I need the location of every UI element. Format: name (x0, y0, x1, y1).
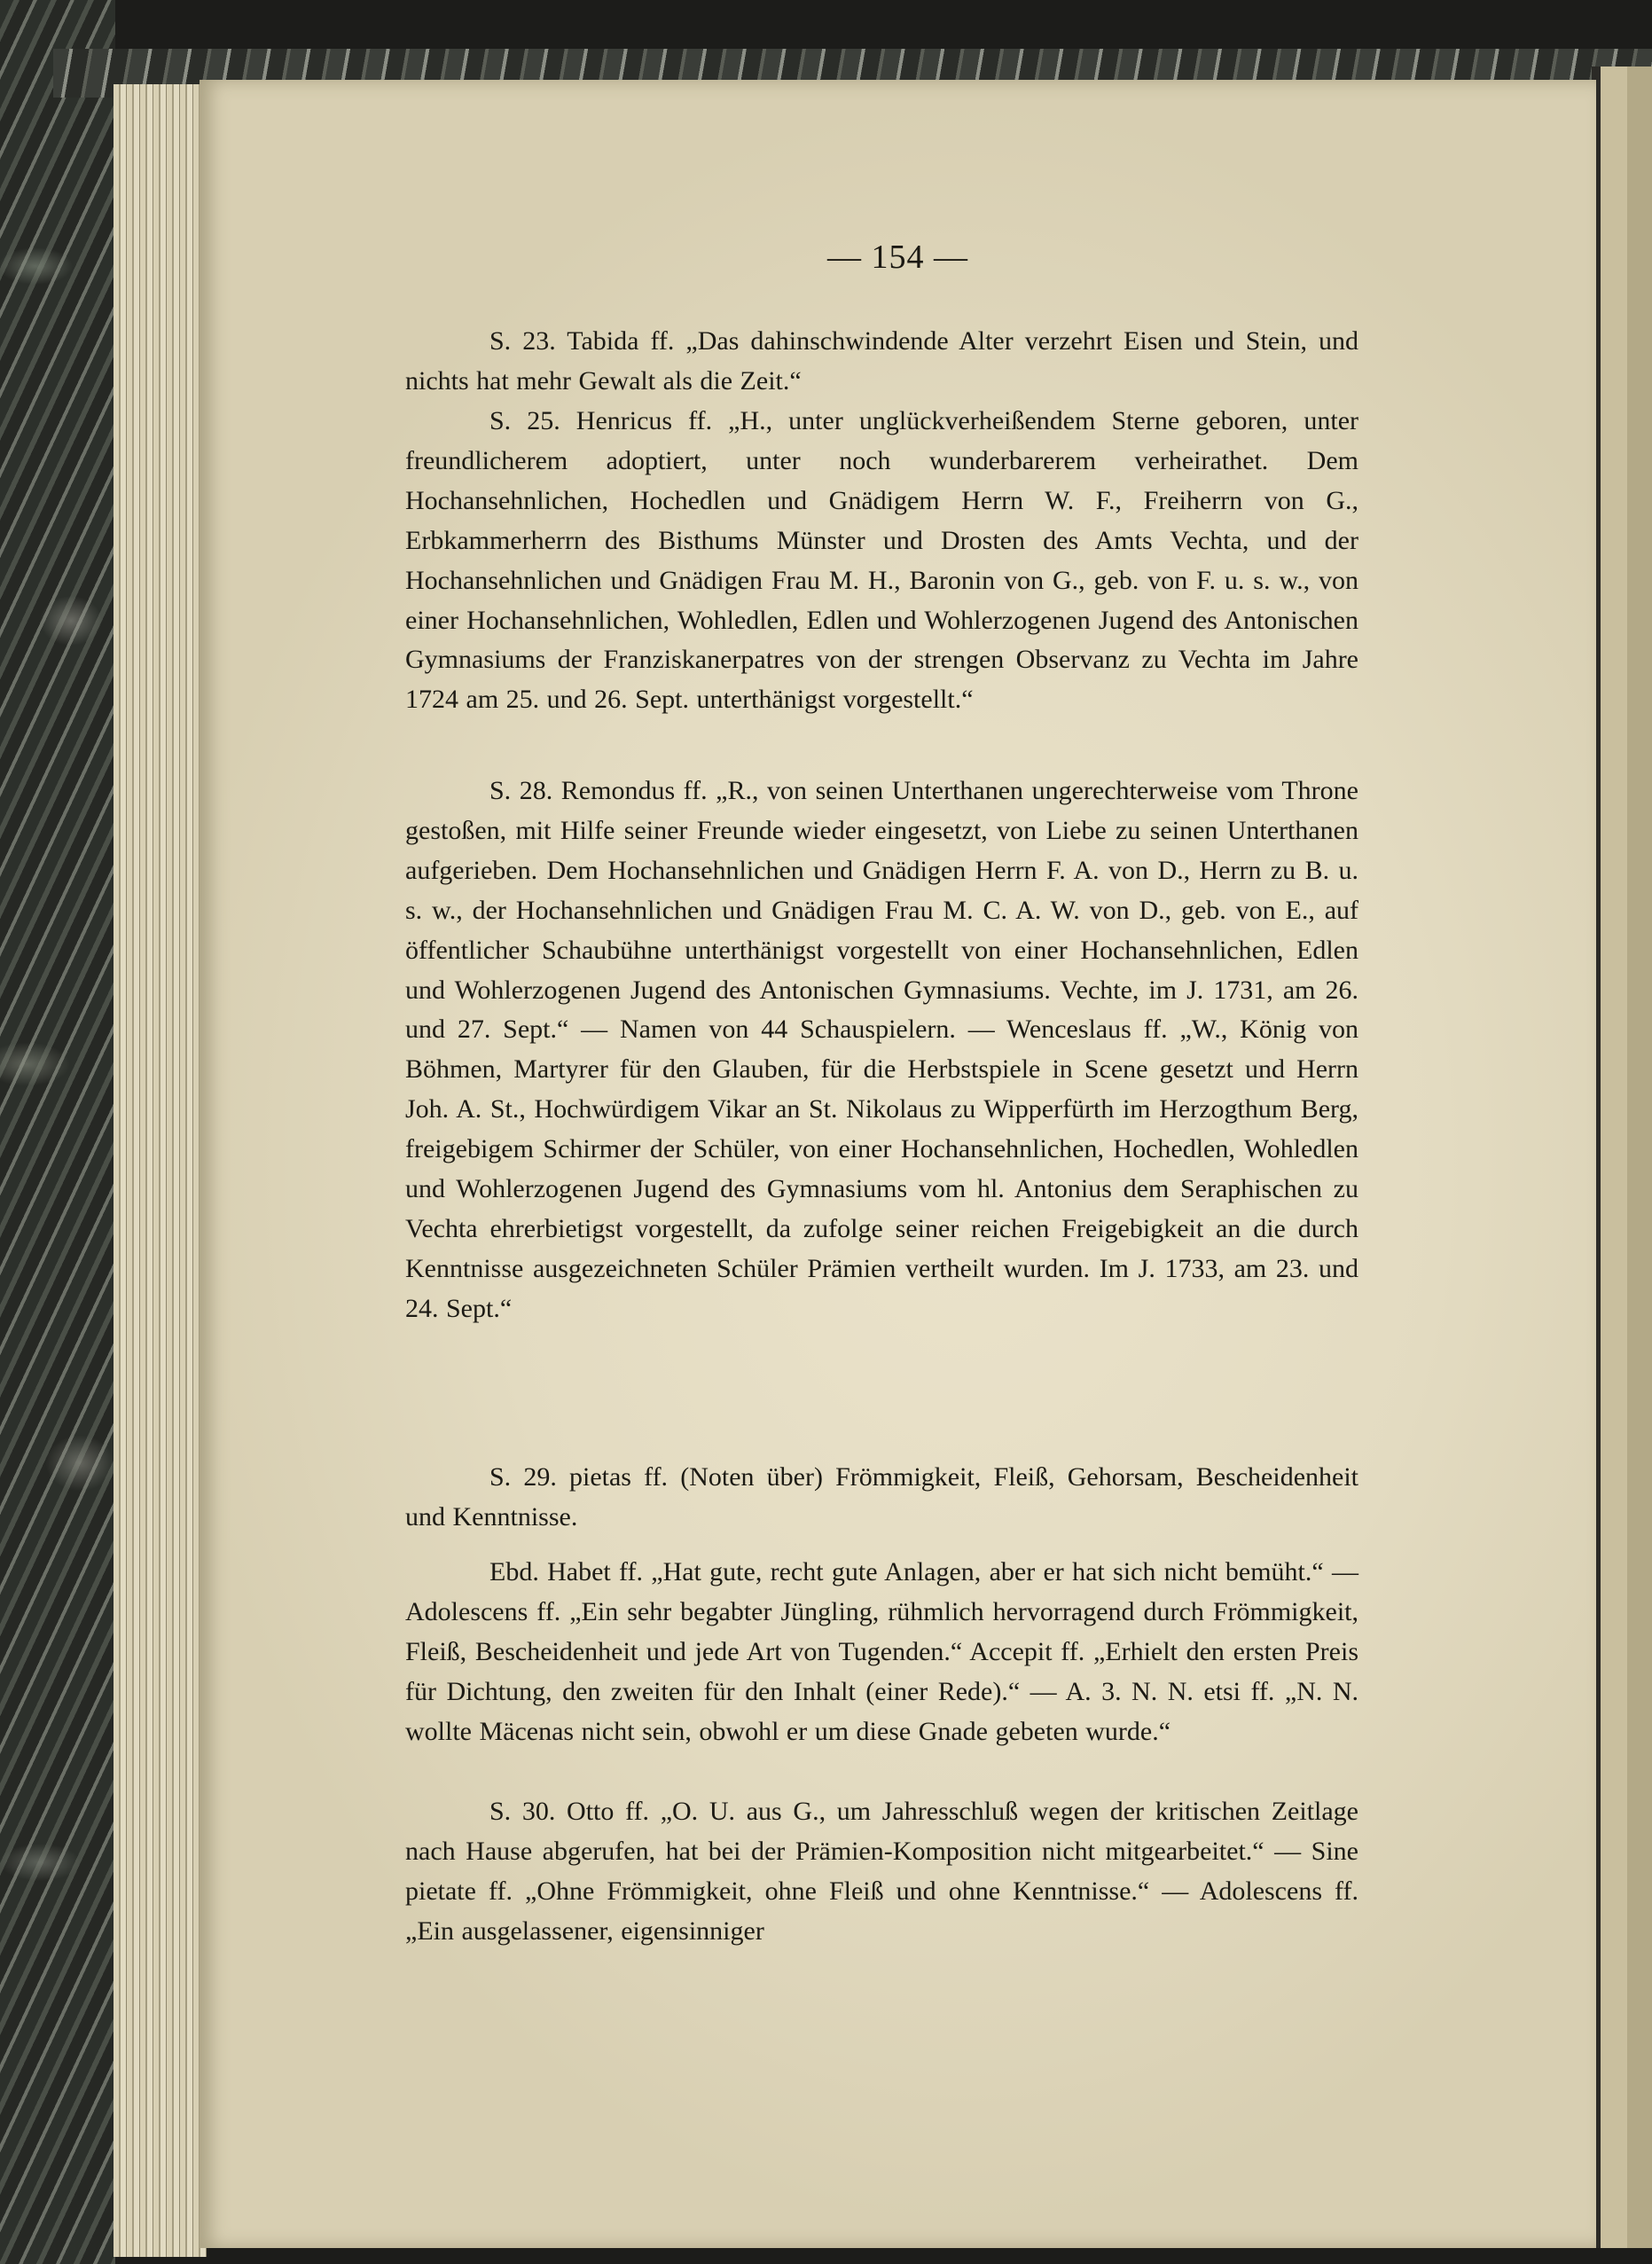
paragraph-s30: S. 30. Otto ff. „O. U. aus G., um Jahresschluß wegen der kritischen Zeitlage nach Hause abgerufen, hat bei der Prämien-Komposition nicht mitgearbeitet.“ — Sine pietate ff. „Ohne Frömmigkeit, ohne Fleiß und ohne Kenntnisse.“ — Adolescens ff. „Ein ausgelassener, eigensinniger (405, 1797, 1358, 1946)
marbled-binding (0, 0, 115, 2264)
page-edges (114, 84, 207, 2257)
paragraph-ebd: Ebd. Habet ff. „Hat gute, recht gute Anlagen, aber er hat sich nicht bemüht.“ — Adolescens ff. „Ein sehr begabter Jüngling, rühmlich hervorragend durch Frömmigkeit, Fleiß, Bescheidenheit und jede Art von Tugenden.“ Accepit ff. „Erhielt den ersten Preis für Dichtung, den zweiten für den Inhalt (einer Rede).“ — A. 3. N. N. etsi ff. „N. N. wollte Mäcenas nicht sein, obwohl er um diese Gnade gebeten wurde.“ (405, 1557, 1358, 1746)
paragraph-s23: S. 23. Tabida ff. „Das dahinschwindende Alter verzehrt Eisen und Stein, und nichts hat mehr Gewalt als die Zeit.“ (405, 326, 1358, 396)
next-page-edge (1592, 67, 1652, 2248)
page-number: — 154 — (827, 239, 968, 276)
paragraph-s28: S. 28. Remondus ff. „R., von seinen Unterthanen ungerechterweise vom Throne gestoßen, mit Hilfe seiner Freunde wieder eingesetzt, von Liebe zu seinen Unterthanen aufgerieben. Dem Hochansehnlichen und Gnädigen Herrn F. A. von D., Herrn zu B. u. s. w., der Hochansehnlichen und Gnädigen Frau M. C. A. W. von D., geb. von E., auf öffentlicher Schaubühne unterthänigst vorgestellt von einer Hochansehnlichen, Edlen und Wohlerzogenen Jugend des Antonischen Gymnasiums. Vechte, im J. 1731, am 26. und 27. Sept.“ — Namen von 44 Schauspielern. — Wenceslaus ff. „W., König von Böhmen, Martyrer für den Glauben, für die Herbstspiele in Scene gesetzt und Herrn Joh. A. St., Hochwürdigem Vikar an St. Nikolaus zu Wipperfürth im Herzogthum Berg, freigebigem Schirmer der Schüler, von einer Hochansehnlichen, Hochedlen, Wohledlen und Wohlerzogenen Jugend des Gymnasiums vom hl. Antonius dem Seraphischen zu Vechta ehrerbietigst vorgestellt, da zufolge seiner reichen Freigebigkeit an die durch Kenntnisse ausgezeichneten Schüler Prämien vertheilt wurden. Im J. 1733, am 23. und 24. Sept.“ (405, 776, 1358, 1323)
paragraph-s25: S. 25. Henricus ff. „H., unter unglückverheißendem Sterne geboren, unter freundlicherem adoptiert, unter noch wunderbarerem verheirathet. Dem Hochansehnlichen, Hochedlen und Gnädigem Herrn W. F., Freiherrn von G., Erbkammerherrn des Bisthums Münster und Drosten des Amts Vechta, und der Hochansehnlichen und Gnädigen Frau M. H., Baronin von G., geb. von F. u. s. w., von einer Hochansehnlichen, Wohledlen, Edlen und Wohlerzogenen Jugend des Antonischen Gymnasiums der Franziskanerpatres von der strengen Observanz zu Vechta im Jahre 1724 am 25. und 26. Sept. unterthänigst vorgestellt.“ (405, 406, 1358, 715)
paragraph-s29: S. 29. pietas ff. (Noten über) Frömmigkeit, Fleiß, Gehorsam, Bescheidenheit und Kenntnisse. (405, 1462, 1358, 1532)
